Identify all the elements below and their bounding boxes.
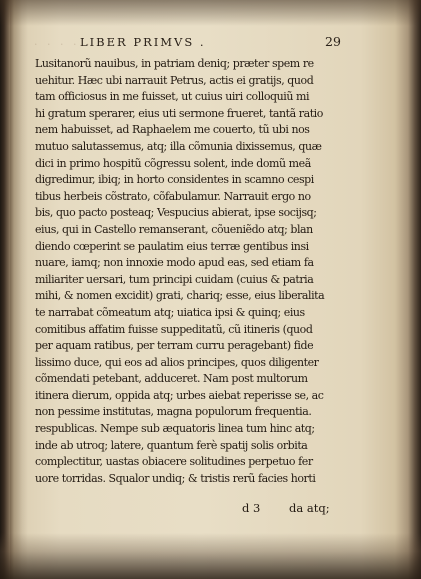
signature-mark: d 3 bbox=[242, 501, 261, 515]
text-line: cõmendati petebant, adduceret. Nam post multorum bbox=[35, 372, 308, 386]
text-line: comitibus affatim fuisse suppeditatũ, cũ itineris (quod bbox=[35, 322, 313, 336]
text-line: diendo cœperint se paulatim eius terræ gentibus insi bbox=[35, 239, 309, 253]
text-line: nuare, iamq; non innoxie modo apud eas, sed etiam fa bbox=[35, 256, 314, 270]
text-line: lissimo duce, qui eos ad alios principes, quos diligenter bbox=[35, 355, 319, 369]
text-line: non pessime institutas, magna populorum frequentia. bbox=[35, 405, 312, 419]
show-through-ghost-text: · · · · · bbox=[34, 38, 93, 51]
text-line: itinera dierum, oppida atq; urbes aiebat reperisse se, ac bbox=[35, 388, 324, 402]
text-line: eius, qui in Castello remanserant, cõueniẽdo atq; blan bbox=[35, 222, 313, 236]
text-line: tam officiosus in me fuisset, ut cuius uiri colloquiũ mi bbox=[35, 90, 310, 104]
text-line: mutuo salutassemus, atq; illa cõmunia dixissemus, quæ bbox=[35, 139, 322, 153]
text-line: bis, quo pacto posteaq; Vespucius abierat, ipse socijsq; bbox=[35, 206, 317, 220]
text-line: Lusitanorũ nauibus, in patriam deniq; præter spem re bbox=[35, 57, 314, 70]
text-line: uore torridas. Squalor undiq; & tristis rerũ facies horti bbox=[35, 471, 316, 485]
text-line: digredimur, ibiq; in horto considentes in scamno cespi bbox=[35, 173, 314, 187]
text-line: miliariter uersari, tum principi cuidam (cuius & patria bbox=[35, 272, 314, 286]
text-line: hi gratum sperarer, eius uti sermone frueret, tantã ratio bbox=[35, 106, 323, 120]
text-line: respublicas. Nempe sub æquatoris linea tum hinc atq; bbox=[35, 422, 315, 436]
running-head: LIBER PRIMVS . bbox=[80, 35, 206, 49]
text-line: inde ab utroq; latere, quantum ferè spatij solis orbita bbox=[35, 438, 308, 452]
text-line: dici in primo hospitũ cõgressu solent, inde domũ meã bbox=[35, 156, 311, 170]
text-line: per aquam ratibus, per terram curru peragebant) fide bbox=[35, 339, 314, 353]
text-line: te narrabat cõmeatum atq; uiatica ipsi & quinq; eius bbox=[35, 305, 305, 319]
text-line: complectitur, uastas obiacere solitudines perpetuo fer bbox=[35, 455, 313, 469]
text-line: mihi, & nomen excidit) grati, chariq; esse, eius liberalita bbox=[35, 289, 325, 303]
spine-shadow bbox=[10, 0, 28, 579]
folio-number: 29 bbox=[325, 34, 341, 49]
text-line: nem habuisset, ad Raphaelem me couerto, tũ ubi nos bbox=[35, 123, 310, 137]
text-line: tibus herbeis cõstrato, cõfabulamur. Narrauit ergo no bbox=[35, 189, 311, 203]
body-text bbox=[35, 56, 335, 487]
catchword: da atq; bbox=[289, 501, 330, 515]
text-line: uehitur. Hæc ubi narrauit Petrus, actis ei gratijs, quod bbox=[35, 73, 314, 87]
